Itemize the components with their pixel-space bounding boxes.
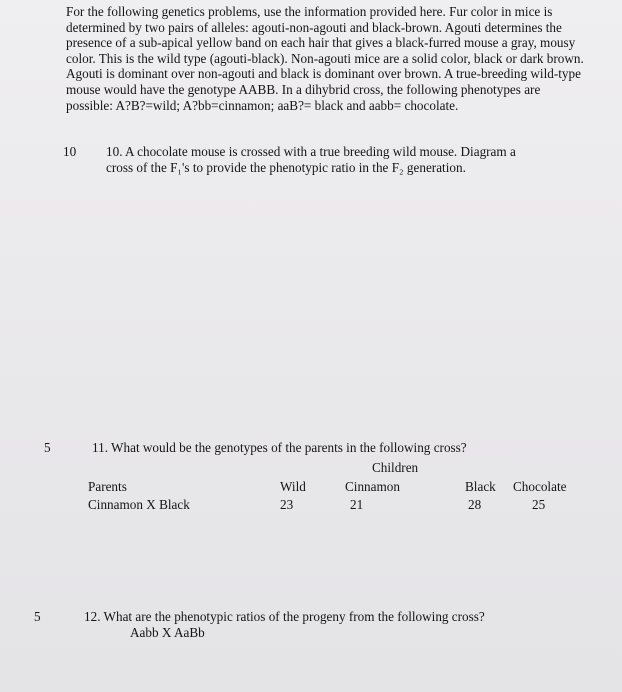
value-cinnamon: 21: [350, 497, 364, 512]
column-chocolate: Chocolate: [513, 479, 567, 494]
question-11-points: 5: [44, 440, 51, 455]
question-10: [106, 144, 576, 175]
question-10-line-1: 10. A chocolate mouse is crossed with a true breeding wild mouse. Diagram a: [106, 144, 516, 159]
question-12-points: 5: [34, 609, 41, 624]
column-cinnamon: Cinnamon: [345, 479, 400, 494]
question-12-cross: Aabb X AaBb: [130, 624, 205, 640]
value-wild: 23: [280, 497, 294, 512]
value-black: 28: [468, 497, 482, 512]
value-chocolate: 25: [532, 497, 546, 512]
question-12: [84, 609, 594, 640]
column-wild: Wild: [280, 479, 306, 494]
intro-paragraph: [66, 4, 586, 113]
parents-header: Parents: [88, 479, 127, 494]
intro-text: For the following genetics problems, use the information provided here. Fur color in mice is determined by two pairs of alleles: agouti-non-agouti and black-brown. Agouti determines the presence of a sub-apical yellow band on each hair that gives a black-furred mouse a gray, mousy color. This is the wild type (agouti-black). Non-agouti mice are a solid color, black or dark brown. Agouti is dominant over non-agouti and black is dominant over brown. A true-breeding wild-type mouse would have the genotype AABB. In a dihybrid cross, the following phenotypes are possible: A?B?=wild; A?bb=cinnamon; aaB?= black and aabb= chocolate.: [66, 4, 584, 113]
question-12-text: 12. What are the phenotypic ratios of the progeny from the following cross?: [84, 609, 485, 624]
question-11: [92, 440, 592, 456]
question-11-text: 11. What would be the genotypes of the parents in the following cross?: [92, 440, 467, 455]
question-10-points: 10: [63, 144, 77, 159]
parents-cross: Cinnamon X Black: [88, 497, 190, 512]
column-black: Black: [465, 479, 496, 494]
question-10-line-2: cross of the F₁'s to provide the phenotypic ratio in the F₂ generation.: [106, 159, 466, 175]
children-header: Children: [372, 460, 419, 475]
